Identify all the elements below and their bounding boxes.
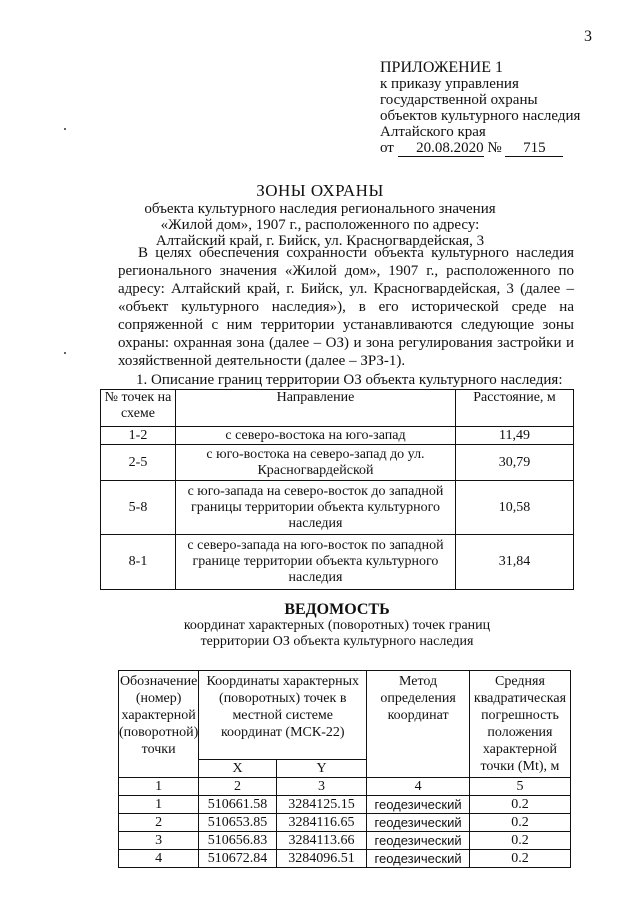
cell-x: 510656.83 bbox=[199, 832, 277, 850]
cell-direction: с юго-востока на северо-запад до ул. Красногвардейской bbox=[176, 445, 456, 481]
cell-y: 3284096.51 bbox=[276, 850, 366, 868]
header-points: № точек на схеме bbox=[101, 390, 176, 427]
cell-distance: 11,49 bbox=[456, 427, 574, 445]
heading-line: объекта культурного наследия регионального значения bbox=[144, 201, 496, 217]
table-row bbox=[101, 445, 574, 481]
intro-paragraph: В целях обеспечения сохранности объекта культурного наследия регионального значения «Жилой дом», 1907 г., расположенного по адресу: Алтайский край, г. Бийск, ул. Красногвардейская, 3 (далее – «объект культурного наследия»), в его исторической среде на сопряженной с ним территории устанавливаются следующие зоны охраны: охранная зона (далее – ОЗ) и зона регулирования застройки и хозяйственной деятельности (далее – ЗРЗ-1). bbox=[118, 245, 574, 369]
header-coordinates: Координаты характерных (поворотных) точек в местной системе координат (МСК-22) bbox=[199, 671, 367, 760]
column-number-row bbox=[119, 778, 571, 796]
table1-caption: 1. Описание границ территории ОЗ объекта культурного наследия: bbox=[136, 372, 563, 388]
column-number: 4 bbox=[367, 778, 470, 796]
cell-points: 8-1 bbox=[101, 535, 176, 590]
vedomost-line: территории ОЗ объекта культурного наследия bbox=[200, 634, 474, 649]
cell-point: 2 bbox=[119, 814, 199, 832]
page-number: 3 bbox=[584, 28, 592, 45]
cell-direction: с северо-востока на юго-запад bbox=[176, 427, 456, 445]
cell-points: 2-5 bbox=[101, 445, 176, 481]
column-number: 3 bbox=[276, 778, 366, 796]
column-number: 5 bbox=[469, 778, 570, 796]
document-heading bbox=[0, 183, 640, 249]
order-date: 20.08.2020 bbox=[398, 140, 484, 157]
cell-points: 1-2 bbox=[101, 427, 176, 445]
appendix-line: объектов культурного наследия bbox=[380, 108, 581, 124]
cell-error: 0.2 bbox=[469, 796, 570, 814]
table-header-row bbox=[101, 390, 574, 427]
cell-x: 510661.58 bbox=[199, 796, 277, 814]
cell-y: 3284125.15 bbox=[276, 796, 366, 814]
cell-method: геодезический bbox=[367, 796, 470, 814]
vedomost-line: координат характерных (поворотных) точек границ bbox=[183, 618, 491, 633]
appendix-line: Алтайского края bbox=[380, 124, 486, 140]
order-number: 715 bbox=[505, 140, 563, 157]
header-distance: Расстояние, м bbox=[456, 390, 574, 427]
appendix-date-line bbox=[380, 140, 580, 157]
cell-distance: 30,79 bbox=[456, 445, 574, 481]
coordinates-table bbox=[118, 670, 571, 868]
subheader-x: X bbox=[199, 759, 277, 777]
scan-speck bbox=[64, 352, 66, 354]
table-row bbox=[119, 832, 571, 850]
document-body bbox=[100, 244, 574, 868]
cell-point: 4 bbox=[119, 850, 199, 868]
appendix-line: государственной охраны bbox=[380, 92, 538, 108]
subheader-y: Y bbox=[276, 759, 366, 777]
header-point-id: Обозначение (номер) характерной (поворотной) точки bbox=[119, 671, 199, 778]
cell-distance: 10,58 bbox=[456, 481, 574, 535]
cell-error: 0.2 bbox=[469, 850, 570, 868]
vedomost-heading bbox=[100, 602, 574, 650]
cell-direction: с юго-запада на северо-восток до западной границы территории объекта культурного наследия bbox=[176, 481, 456, 535]
scan-speck bbox=[64, 128, 66, 130]
column-number: 1 bbox=[119, 778, 199, 796]
cell-method: геодезический bbox=[367, 832, 470, 850]
table-row bbox=[101, 535, 574, 590]
table-row bbox=[119, 814, 571, 832]
cell-points: 5-8 bbox=[101, 481, 176, 535]
table-row bbox=[101, 481, 574, 535]
cell-y: 3284113.66 bbox=[276, 832, 366, 850]
heading-line: «Жилой дом», 1907 г., расположенного по адресу: bbox=[160, 217, 480, 233]
table-row bbox=[119, 796, 571, 814]
cell-method: геодезический bbox=[367, 814, 470, 832]
column-number: 2 bbox=[199, 778, 277, 796]
appendix-block bbox=[380, 60, 580, 157]
appendix-line: к приказу управления bbox=[380, 76, 519, 92]
header-error: Средняя квадратическая погрешность положения характерной точки (Mt), м bbox=[469, 671, 570, 778]
cell-point: 1 bbox=[119, 796, 199, 814]
header-direction: Направление bbox=[176, 390, 456, 427]
cell-distance: 31,84 bbox=[456, 535, 574, 590]
cell-direction: с северо-запада на юго-восток по западной границе территории объекта культурного наследия bbox=[176, 535, 456, 590]
cell-point: 3 bbox=[119, 832, 199, 850]
date-prefix: от bbox=[380, 140, 394, 156]
cell-x: 510653.85 bbox=[199, 814, 277, 832]
cell-error: 0.2 bbox=[469, 832, 570, 850]
vedomost-title: ВЕДОМОСТЬ bbox=[284, 601, 390, 618]
appendix-title: ПРИЛОЖЕНИЕ 1 bbox=[380, 59, 504, 76]
cell-method: геодезический bbox=[367, 850, 470, 868]
boundary-table bbox=[100, 389, 574, 590]
cell-y: 3284116.65 bbox=[276, 814, 366, 832]
table-row bbox=[119, 850, 571, 868]
table-row bbox=[101, 427, 574, 445]
heading-line: Алтайский край, г. Бийск, ул. Красногвардейская, 3 bbox=[155, 233, 485, 249]
heading-title: ЗОНЫ ОХРАНЫ bbox=[256, 181, 384, 200]
cell-error: 0.2 bbox=[469, 814, 570, 832]
cell-x: 510672.84 bbox=[199, 850, 277, 868]
header-method: Метод определения координат bbox=[367, 671, 470, 778]
number-prefix: № bbox=[487, 140, 502, 156]
table-header-row bbox=[119, 671, 571, 760]
